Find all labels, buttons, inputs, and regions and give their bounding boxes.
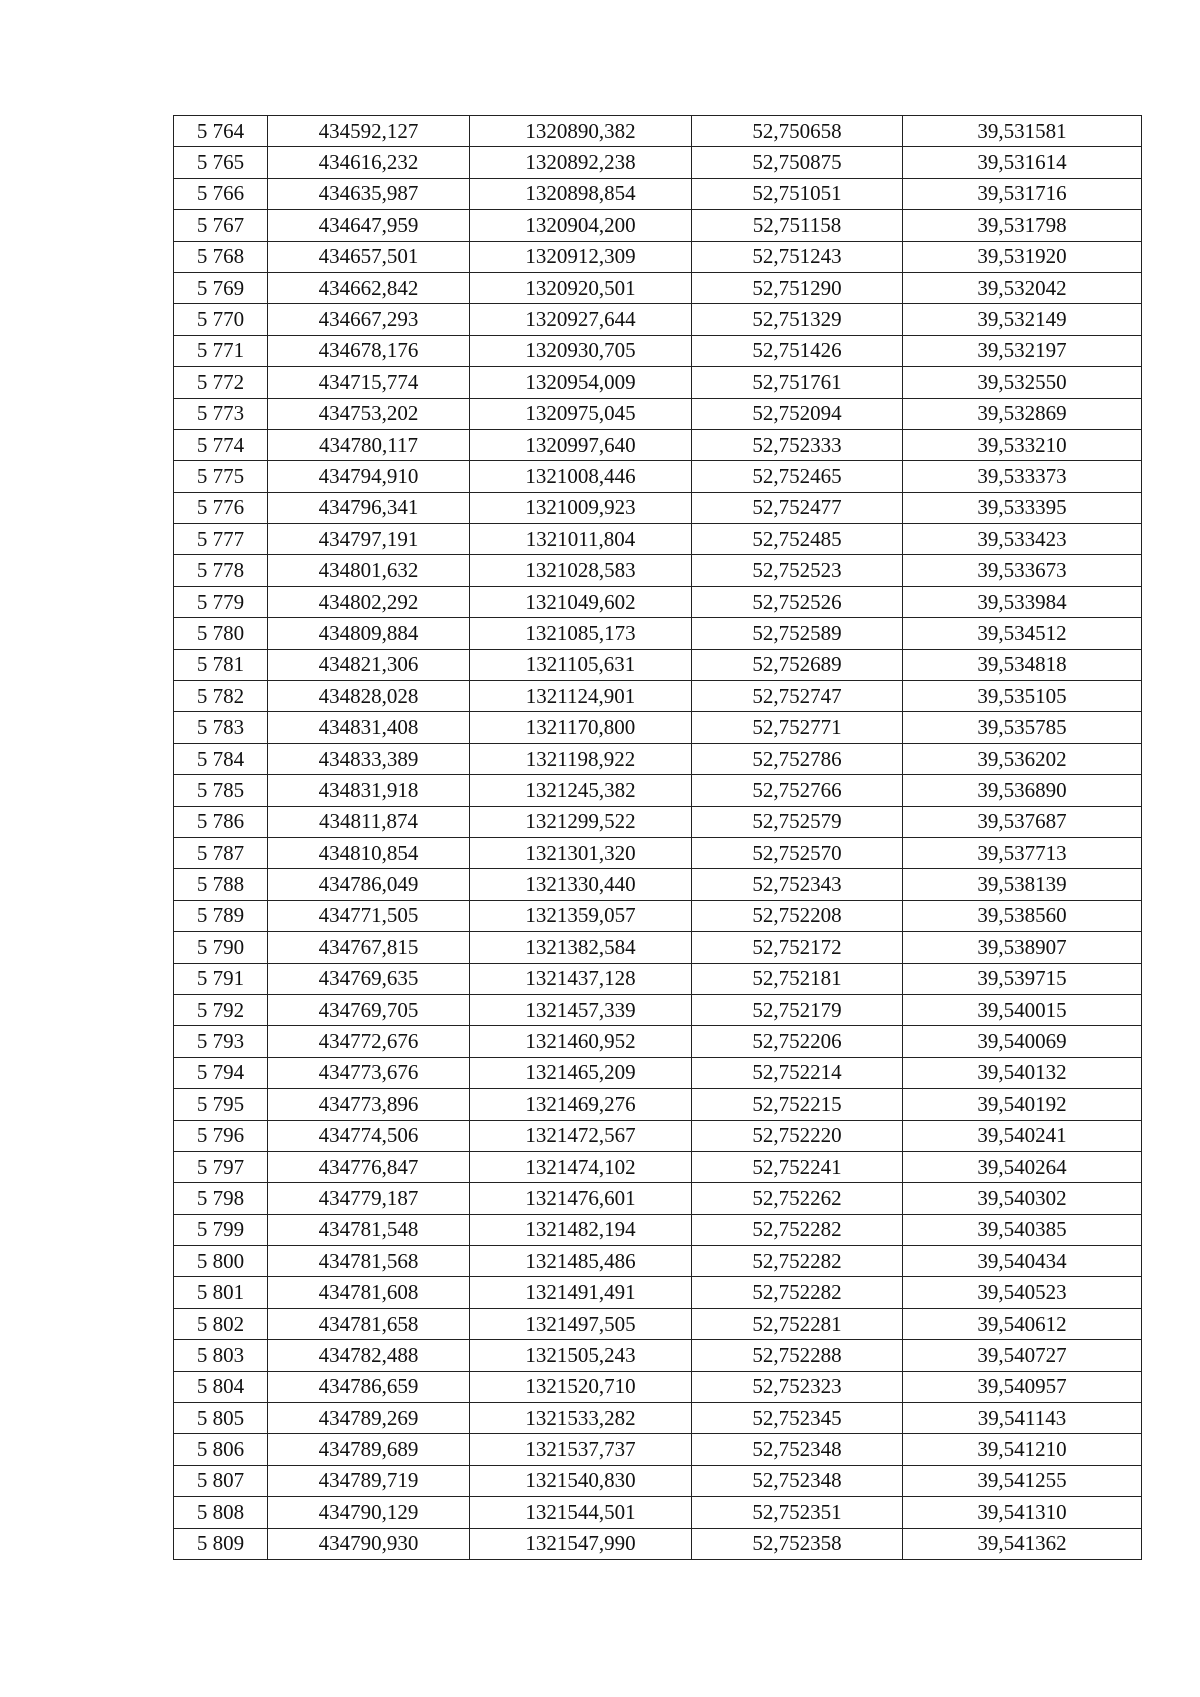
latitude-cell: 52,751290 [692, 272, 903, 303]
longitude-cell: 39,539715 [903, 963, 1142, 994]
longitude-cell: 39,540523 [903, 1277, 1142, 1308]
table-row [174, 963, 1142, 994]
table-row [174, 178, 1142, 209]
x-coordinate-cell: 434667,293 [268, 304, 470, 335]
point-number-cell: 5 798 [174, 1183, 268, 1214]
y-coordinate-cell: 1321476,601 [470, 1183, 692, 1214]
y-coordinate-cell: 1321245,382 [470, 775, 692, 806]
longitude-cell: 39,531581 [903, 116, 1142, 147]
table-row [174, 367, 1142, 398]
longitude-cell: 39,536890 [903, 775, 1142, 806]
point-number-cell: 5 781 [174, 649, 268, 680]
point-number-cell: 5 795 [174, 1089, 268, 1120]
table-row [174, 524, 1142, 555]
y-coordinate-cell: 1321330,440 [470, 869, 692, 900]
latitude-cell: 52,752579 [692, 806, 903, 837]
y-coordinate-cell: 1321382,584 [470, 932, 692, 963]
latitude-cell: 52,752282 [692, 1277, 903, 1308]
table-row [174, 1434, 1142, 1465]
longitude-cell: 39,540612 [903, 1308, 1142, 1339]
x-coordinate-cell: 434678,176 [268, 335, 470, 366]
latitude-cell: 52,752323 [692, 1371, 903, 1402]
table-row [174, 1246, 1142, 1277]
x-coordinate-cell: 434781,608 [268, 1277, 470, 1308]
x-coordinate-cell: 434789,719 [268, 1465, 470, 1496]
point-number-cell: 5 799 [174, 1214, 268, 1245]
latitude-cell: 52,752477 [692, 492, 903, 523]
x-coordinate-cell: 434796,341 [268, 492, 470, 523]
longitude-cell: 39,536202 [903, 743, 1142, 774]
longitude-cell: 39,534818 [903, 649, 1142, 680]
x-coordinate-cell: 434790,129 [268, 1497, 470, 1528]
longitude-cell: 39,540241 [903, 1120, 1142, 1151]
longitude-cell: 39,533673 [903, 555, 1142, 586]
x-coordinate-cell: 434781,658 [268, 1308, 470, 1339]
point-number-cell: 5 776 [174, 492, 268, 523]
longitude-cell: 39,532042 [903, 272, 1142, 303]
x-coordinate-cell: 434790,930 [268, 1528, 470, 1559]
point-number-cell: 5 803 [174, 1340, 268, 1371]
latitude-cell: 52,752747 [692, 681, 903, 712]
latitude-cell: 52,750658 [692, 116, 903, 147]
y-coordinate-cell: 1320890,382 [470, 116, 692, 147]
table-row [174, 1026, 1142, 1057]
point-number-cell: 5 788 [174, 869, 268, 900]
latitude-cell: 52,751761 [692, 367, 903, 398]
longitude-cell: 39,533984 [903, 586, 1142, 617]
y-coordinate-cell: 1320927,644 [470, 304, 692, 335]
point-number-cell: 5 780 [174, 618, 268, 649]
point-number-cell: 5 796 [174, 1120, 268, 1151]
table-row [174, 1340, 1142, 1371]
point-number-cell: 5 790 [174, 932, 268, 963]
table-row [174, 555, 1142, 586]
longitude-cell: 39,532149 [903, 304, 1142, 335]
table-row [174, 1151, 1142, 1182]
table-row [174, 147, 1142, 178]
latitude-cell: 52,752348 [692, 1434, 903, 1465]
y-coordinate-cell: 1321299,522 [470, 806, 692, 837]
point-number-cell: 5 767 [174, 210, 268, 241]
latitude-cell: 52,751158 [692, 210, 903, 241]
table-row [174, 743, 1142, 774]
point-number-cell: 5 794 [174, 1057, 268, 1088]
longitude-cell: 39,540434 [903, 1246, 1142, 1277]
longitude-cell: 39,533210 [903, 429, 1142, 460]
longitude-cell: 39,540385 [903, 1214, 1142, 1245]
longitude-cell: 39,540132 [903, 1057, 1142, 1088]
table-row [174, 492, 1142, 523]
x-coordinate-cell: 434769,635 [268, 963, 470, 994]
x-coordinate-cell: 434802,292 [268, 586, 470, 617]
y-coordinate-cell: 1321008,446 [470, 461, 692, 492]
x-coordinate-cell: 434715,774 [268, 367, 470, 398]
longitude-cell: 39,541310 [903, 1497, 1142, 1528]
latitude-cell: 52,751051 [692, 178, 903, 209]
latitude-cell: 52,752262 [692, 1183, 903, 1214]
y-coordinate-cell: 1321124,901 [470, 681, 692, 712]
table-row [174, 1308, 1142, 1339]
table-row [174, 1497, 1142, 1528]
point-number-cell: 5 804 [174, 1371, 268, 1402]
y-coordinate-cell: 1321533,282 [470, 1403, 692, 1434]
table-row [174, 1214, 1142, 1245]
table-row [174, 994, 1142, 1025]
y-coordinate-cell: 1320954,009 [470, 367, 692, 398]
point-number-cell: 5 766 [174, 178, 268, 209]
x-coordinate-cell: 434772,676 [268, 1026, 470, 1057]
latitude-cell: 52,752181 [692, 963, 903, 994]
table-row [174, 775, 1142, 806]
y-coordinate-cell: 1321482,194 [470, 1214, 692, 1245]
point-number-cell: 5 765 [174, 147, 268, 178]
x-coordinate-cell: 434833,389 [268, 743, 470, 774]
x-coordinate-cell: 434773,896 [268, 1089, 470, 1120]
longitude-cell: 39,531716 [903, 178, 1142, 209]
point-number-cell: 5 768 [174, 241, 268, 272]
latitude-cell: 52,752281 [692, 1308, 903, 1339]
longitude-cell: 39,537713 [903, 837, 1142, 868]
y-coordinate-cell: 1321472,567 [470, 1120, 692, 1151]
coordinate-table [173, 115, 1142, 1560]
table-row [174, 241, 1142, 272]
longitude-cell: 39,534512 [903, 618, 1142, 649]
table-row [174, 618, 1142, 649]
y-coordinate-cell: 1321460,952 [470, 1026, 692, 1057]
longitude-cell: 39,531614 [903, 147, 1142, 178]
point-number-cell: 5 772 [174, 367, 268, 398]
x-coordinate-cell: 434616,232 [268, 147, 470, 178]
latitude-cell: 52,752570 [692, 837, 903, 868]
x-coordinate-cell: 434831,918 [268, 775, 470, 806]
coordinate-table-body [174, 116, 1142, 1560]
y-coordinate-cell: 1321465,209 [470, 1057, 692, 1088]
latitude-cell: 52,752333 [692, 429, 903, 460]
latitude-cell: 52,752214 [692, 1057, 903, 1088]
x-coordinate-cell: 434647,959 [268, 210, 470, 241]
table-row [174, 586, 1142, 617]
table-row [174, 210, 1142, 241]
y-coordinate-cell: 1320912,309 [470, 241, 692, 272]
latitude-cell: 52,752220 [692, 1120, 903, 1151]
x-coordinate-cell: 434781,568 [268, 1246, 470, 1277]
y-coordinate-cell: 1321009,923 [470, 492, 692, 523]
y-coordinate-cell: 1321547,990 [470, 1528, 692, 1559]
y-coordinate-cell: 1321505,243 [470, 1340, 692, 1371]
y-coordinate-cell: 1321170,800 [470, 712, 692, 743]
x-coordinate-cell: 434635,987 [268, 178, 470, 209]
y-coordinate-cell: 1321105,631 [470, 649, 692, 680]
latitude-cell: 52,751329 [692, 304, 903, 335]
x-coordinate-cell: 434786,659 [268, 1371, 470, 1402]
point-number-cell: 5 791 [174, 963, 268, 994]
y-coordinate-cell: 1320904,200 [470, 210, 692, 241]
y-coordinate-cell: 1321469,276 [470, 1089, 692, 1120]
point-number-cell: 5 787 [174, 837, 268, 868]
latitude-cell: 52,752465 [692, 461, 903, 492]
point-number-cell: 5 775 [174, 461, 268, 492]
latitude-cell: 52,752526 [692, 586, 903, 617]
x-coordinate-cell: 434810,854 [268, 837, 470, 868]
latitude-cell: 52,752241 [692, 1151, 903, 1182]
point-number-cell: 5 777 [174, 524, 268, 555]
latitude-cell: 52,752282 [692, 1214, 903, 1245]
y-coordinate-cell: 1321028,583 [470, 555, 692, 586]
table-row [174, 837, 1142, 868]
latitude-cell: 52,752282 [692, 1246, 903, 1277]
point-number-cell: 5 778 [174, 555, 268, 586]
x-coordinate-cell: 434657,501 [268, 241, 470, 272]
latitude-cell: 52,750875 [692, 147, 903, 178]
point-number-cell: 5 782 [174, 681, 268, 712]
latitude-cell: 52,752348 [692, 1465, 903, 1496]
x-coordinate-cell: 434767,815 [268, 932, 470, 963]
table-row [174, 272, 1142, 303]
y-coordinate-cell: 1321359,057 [470, 900, 692, 931]
x-coordinate-cell: 434797,191 [268, 524, 470, 555]
x-coordinate-cell: 434794,910 [268, 461, 470, 492]
table-row [174, 681, 1142, 712]
y-coordinate-cell: 1321049,602 [470, 586, 692, 617]
point-number-cell: 5 784 [174, 743, 268, 774]
longitude-cell: 39,540015 [903, 994, 1142, 1025]
latitude-cell: 52,752179 [692, 994, 903, 1025]
longitude-cell: 39,541210 [903, 1434, 1142, 1465]
point-number-cell: 5 806 [174, 1434, 268, 1465]
point-number-cell: 5 793 [174, 1026, 268, 1057]
table-row [174, 649, 1142, 680]
y-coordinate-cell: 1321437,128 [470, 963, 692, 994]
y-coordinate-cell: 1320997,640 [470, 429, 692, 460]
y-coordinate-cell: 1320892,238 [470, 147, 692, 178]
x-coordinate-cell: 434779,187 [268, 1183, 470, 1214]
latitude-cell: 52,752343 [692, 869, 903, 900]
longitude-cell: 39,540069 [903, 1026, 1142, 1057]
latitude-cell: 52,752589 [692, 618, 903, 649]
x-coordinate-cell: 434592,127 [268, 116, 470, 147]
latitude-cell: 52,752288 [692, 1340, 903, 1371]
y-coordinate-cell: 1321474,102 [470, 1151, 692, 1182]
latitude-cell: 52,752485 [692, 524, 903, 555]
longitude-cell: 39,532550 [903, 367, 1142, 398]
x-coordinate-cell: 434828,028 [268, 681, 470, 712]
point-number-cell: 5 785 [174, 775, 268, 806]
longitude-cell: 39,540192 [903, 1089, 1142, 1120]
point-number-cell: 5 801 [174, 1277, 268, 1308]
y-coordinate-cell: 1321544,501 [470, 1497, 692, 1528]
longitude-cell: 39,531798 [903, 210, 1142, 241]
x-coordinate-cell: 434782,488 [268, 1340, 470, 1371]
point-number-cell: 5 808 [174, 1497, 268, 1528]
x-coordinate-cell: 434786,049 [268, 869, 470, 900]
longitude-cell: 39,533395 [903, 492, 1142, 523]
latitude-cell: 52,752358 [692, 1528, 903, 1559]
longitude-cell: 39,540957 [903, 1371, 1142, 1402]
point-number-cell: 5 769 [174, 272, 268, 303]
latitude-cell: 52,752215 [692, 1089, 903, 1120]
x-coordinate-cell: 434776,847 [268, 1151, 470, 1182]
x-coordinate-cell: 434811,874 [268, 806, 470, 837]
longitude-cell: 39,532869 [903, 398, 1142, 429]
y-coordinate-cell: 1321457,339 [470, 994, 692, 1025]
latitude-cell: 52,752206 [692, 1026, 903, 1057]
longitude-cell: 39,540264 [903, 1151, 1142, 1182]
table-row [174, 1057, 1142, 1088]
y-coordinate-cell: 1321011,804 [470, 524, 692, 555]
y-coordinate-cell: 1321485,486 [470, 1246, 692, 1277]
point-number-cell: 5 797 [174, 1151, 268, 1182]
table-row [174, 1371, 1142, 1402]
y-coordinate-cell: 1320930,705 [470, 335, 692, 366]
y-coordinate-cell: 1320975,045 [470, 398, 692, 429]
x-coordinate-cell: 434774,506 [268, 1120, 470, 1151]
longitude-cell: 39,541143 [903, 1403, 1142, 1434]
point-number-cell: 5 774 [174, 429, 268, 460]
x-coordinate-cell: 434789,689 [268, 1434, 470, 1465]
table-row [174, 304, 1142, 335]
latitude-cell: 52,752351 [692, 1497, 903, 1528]
longitude-cell: 39,533423 [903, 524, 1142, 555]
y-coordinate-cell: 1321491,491 [470, 1277, 692, 1308]
point-number-cell: 5 771 [174, 335, 268, 366]
table-row [174, 398, 1142, 429]
longitude-cell: 39,538907 [903, 932, 1142, 963]
table-row [174, 869, 1142, 900]
longitude-cell: 39,538560 [903, 900, 1142, 931]
latitude-cell: 52,752523 [692, 555, 903, 586]
x-coordinate-cell: 434831,408 [268, 712, 470, 743]
point-number-cell: 5 783 [174, 712, 268, 743]
x-coordinate-cell: 434789,269 [268, 1403, 470, 1434]
table-row [174, 1183, 1142, 1214]
point-number-cell: 5 779 [174, 586, 268, 617]
table-row [174, 932, 1142, 963]
latitude-cell: 52,752786 [692, 743, 903, 774]
longitude-cell: 39,540727 [903, 1340, 1142, 1371]
longitude-cell: 39,537687 [903, 806, 1142, 837]
latitude-cell: 52,752345 [692, 1403, 903, 1434]
y-coordinate-cell: 1321301,320 [470, 837, 692, 868]
x-coordinate-cell: 434753,202 [268, 398, 470, 429]
table-row [174, 900, 1142, 931]
longitude-cell: 39,535105 [903, 681, 1142, 712]
y-coordinate-cell: 1321198,922 [470, 743, 692, 774]
table-row [174, 461, 1142, 492]
y-coordinate-cell: 1321085,173 [470, 618, 692, 649]
table-row [174, 116, 1142, 147]
longitude-cell: 39,538139 [903, 869, 1142, 900]
latitude-cell: 52,752689 [692, 649, 903, 680]
y-coordinate-cell: 1320920,501 [470, 272, 692, 303]
y-coordinate-cell: 1321540,830 [470, 1465, 692, 1496]
longitude-cell: 39,533373 [903, 461, 1142, 492]
latitude-cell: 52,751243 [692, 241, 903, 272]
point-number-cell: 5 773 [174, 398, 268, 429]
point-number-cell: 5 789 [174, 900, 268, 931]
x-coordinate-cell: 434801,632 [268, 555, 470, 586]
point-number-cell: 5 800 [174, 1246, 268, 1277]
point-number-cell: 5 802 [174, 1308, 268, 1339]
latitude-cell: 52,752094 [692, 398, 903, 429]
x-coordinate-cell: 434769,705 [268, 994, 470, 1025]
x-coordinate-cell: 434780,117 [268, 429, 470, 460]
longitude-cell: 39,540302 [903, 1183, 1142, 1214]
table-row [174, 1528, 1142, 1559]
x-coordinate-cell: 434809,884 [268, 618, 470, 649]
table-row [174, 335, 1142, 366]
point-number-cell: 5 805 [174, 1403, 268, 1434]
longitude-cell: 39,535785 [903, 712, 1142, 743]
table-row [174, 1277, 1142, 1308]
table-row [174, 806, 1142, 837]
x-coordinate-cell: 434662,842 [268, 272, 470, 303]
point-number-cell: 5 792 [174, 994, 268, 1025]
table-row [174, 429, 1142, 460]
point-number-cell: 5 786 [174, 806, 268, 837]
longitude-cell: 39,541362 [903, 1528, 1142, 1559]
x-coordinate-cell: 434781,548 [268, 1214, 470, 1245]
y-coordinate-cell: 1321537,737 [470, 1434, 692, 1465]
point-number-cell: 5 770 [174, 304, 268, 335]
x-coordinate-cell: 434821,306 [268, 649, 470, 680]
point-number-cell: 5 807 [174, 1465, 268, 1496]
y-coordinate-cell: 1321520,710 [470, 1371, 692, 1402]
y-coordinate-cell: 1321497,505 [470, 1308, 692, 1339]
table-row [174, 1120, 1142, 1151]
y-coordinate-cell: 1320898,854 [470, 178, 692, 209]
latitude-cell: 52,752766 [692, 775, 903, 806]
table-row [174, 1465, 1142, 1496]
latitude-cell: 52,752172 [692, 932, 903, 963]
longitude-cell: 39,541255 [903, 1465, 1142, 1496]
latitude-cell: 52,752208 [692, 900, 903, 931]
latitude-cell: 52,752771 [692, 712, 903, 743]
longitude-cell: 39,532197 [903, 335, 1142, 366]
table-row [174, 1089, 1142, 1120]
x-coordinate-cell: 434771,505 [268, 900, 470, 931]
table-row [174, 712, 1142, 743]
latitude-cell: 52,751426 [692, 335, 903, 366]
point-number-cell: 5 809 [174, 1528, 268, 1559]
point-number-cell: 5 764 [174, 116, 268, 147]
longitude-cell: 39,531920 [903, 241, 1142, 272]
x-coordinate-cell: 434773,676 [268, 1057, 470, 1088]
table-row [174, 1403, 1142, 1434]
